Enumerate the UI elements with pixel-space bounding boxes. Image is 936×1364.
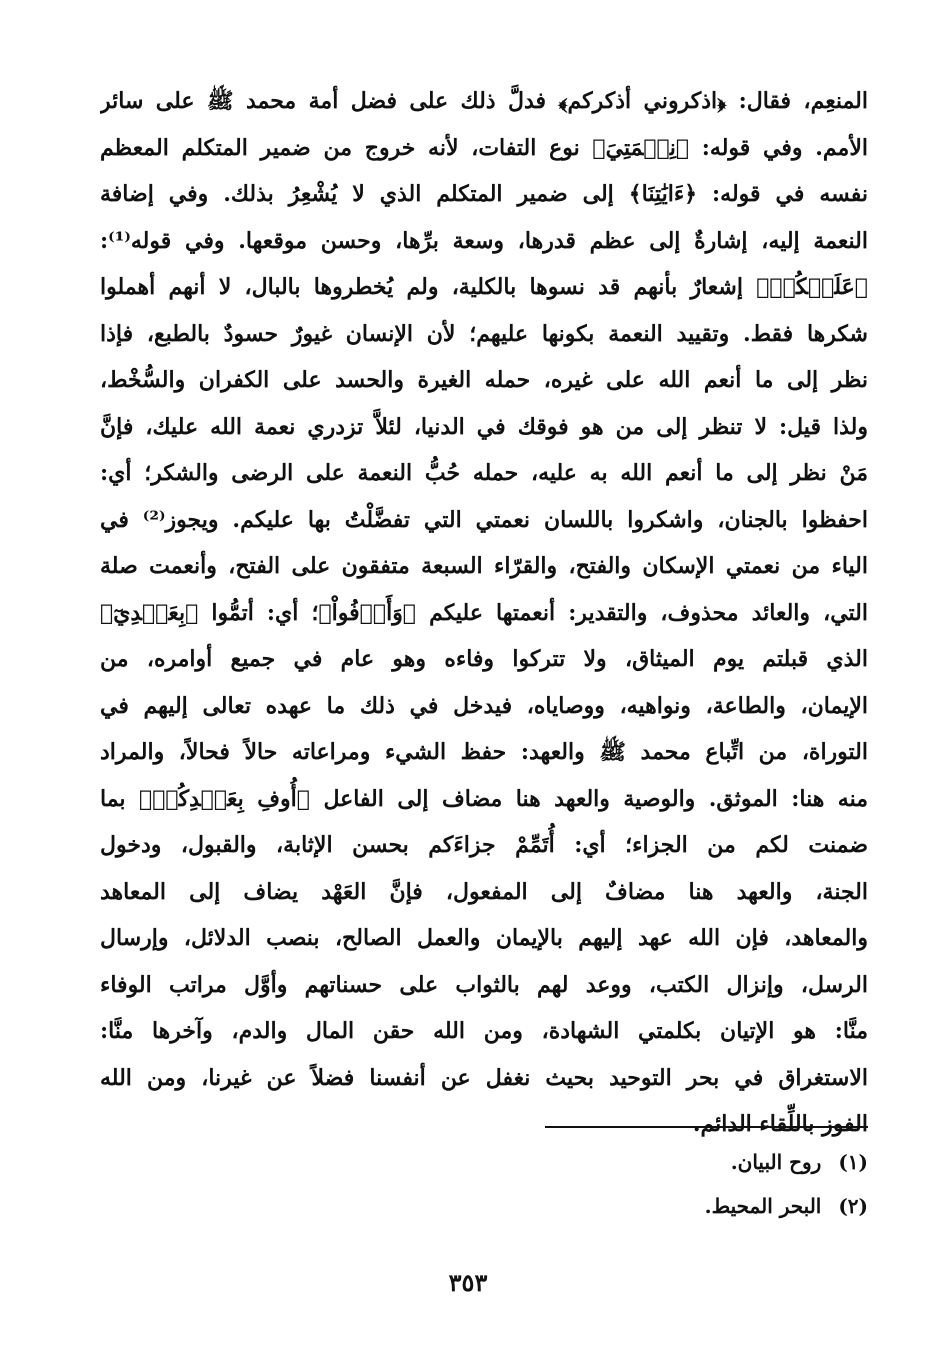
text-line: شكرها فقط. وتقييد النعمة بكونها عليهم؛ لأن الإنسان غيورٌ حسودٌ بالطبع، فإذا <box>100 320 868 347</box>
text-line: الذي قبلتم يوم الميثاق، ولا تتركوا وفاءه وهو عام في جميع أوامره، من <box>100 646 868 672</box>
main-text <box>100 78 868 1148</box>
text-line: نفسه في قوله: ﴿ءَايَٰتِنَا﴾ إلى ضمير المتكلم الذي لا يُشْعِرُ بذلك. وفي إضافة <box>100 181 868 207</box>
text-line: المنعِم، فقال: ﴿اذكروني أذكركم﴾ فدلَّ ذلك على فضل أمة محمد ﷺ على سائر <box>100 88 868 114</box>
footnote-number: (١) <box>838 1150 868 1174</box>
text-line: التوراة، من اتِّباع محمد ﷺ والعهد: حفظ الشيء ومراعاته حالاً فحالاً، والمراد <box>100 739 868 765</box>
page-number: ٣٥٣ <box>448 1268 488 1297</box>
text-line: ﴿عَلَيۡكُمۡ﴾ إشعارٌ بأنهم قد نسوها بالكلية، ولم يُخطروها بالبال، لا أنهم أهملوا <box>100 274 868 300</box>
text-line: ضمنت لكم من الجزاء؛ أي: أُتَمِّمْ جزاءَكم بحسن الإثابة، والقبول، ودخول <box>100 832 868 858</box>
text-line: منه هنا: الموثق. والوصية والعهد هنا مضاف إلى الفاعل ﴿أُوفِ بِعَهۡدِكُمۡ﴾ بما <box>100 785 868 812</box>
text-line: مَنْ نظر إلى ما أنعم الله به عليه، حمله حُبُّ النعمة على الرضى والشكر؛ أي: <box>100 460 868 486</box>
text-line-last: الفوز باللِّقاء الدائم. <box>692 1111 868 1137</box>
text-line: الاستغراق في بحر التوحيد بحيث نغفل عن أنفسنا فضلاً عن غيرنا، ومن الله <box>100 1064 868 1091</box>
footnote-text: روح البيان. <box>730 1150 822 1174</box>
footnote-text: البحر المحيط. <box>704 1194 822 1218</box>
footnotes <box>500 1142 868 1230</box>
text-line: الجنة، والعهد هنا مضافٌ إلى المفعول، فإنَّ العَهْد يضاف إلى المعاهد <box>100 878 868 905</box>
text-line: ولذا قيل: لا تنظر إلى من هو فوقك في الدنيا، لئلاَّ تزدري نعمة الله عليك، فإنَّ <box>100 413 868 440</box>
text-line: الإيمان، والطاعة، ونواهيه، ووصاياه، فيدخل في ذلك ما عهده تعالى إليهم في <box>100 692 868 719</box>
text-line: الأمم. وفي قوله: ﴿نِعۡمَتِيَ﴾ نوع التفات، لأنه خروج من ضمير المتكلم المعظم <box>100 134 868 161</box>
footnote-item <box>500 1186 868 1230</box>
text-line: احفظوا بالجنان، واشكروا باللسان نعمتي التي تفضَّلْتُ بها عليكم. ويجوز⁽²⁾ في <box>100 506 868 533</box>
text-line: الياء من نعمتي الإسكان والفتح، والقرّاء السبعة متفقون على الفتح، وأنعمت صلة <box>100 553 868 579</box>
text-line: منَّا: هو الإتيان بكلمتي الشهادة، ومن الله حقن المال والدم، وآخرها منَّا: <box>100 1018 868 1044</box>
footnote-number: (٢) <box>838 1194 868 1218</box>
text-line: والمعاهد، فإن الله عهد إليهم بالإيمان والعمل الصالح، بنصب الدلائل، وإرسال <box>100 925 868 951</box>
text-line: نظر إلى ما أنعم الله على غيره، حمله الغيرة والحسد على الكفران والسُّخْط، <box>100 367 868 393</box>
text-line: النعمة إليه، إشارةٌ إلى عظم قدرها، وسعة برِّها، وحسن موقعها. وفي قوله⁽¹⁾: <box>100 227 868 254</box>
text-line: التي، والعائد محذوف، والتقدير: أنعمتها عليكم ﴿وَأَوۡفُواْ﴾؛ أي: أتمُّوا ﴿بِعَهۡدِيٓ﴾ <box>100 599 868 626</box>
footnote-divider <box>545 1126 868 1128</box>
footnote-item <box>500 1142 868 1186</box>
text-line: الرسل، وإنزال الكتب، ووعد لهم بالثواب على حسناتهم وأوَّل مراتب الوفاء <box>100 971 868 998</box>
